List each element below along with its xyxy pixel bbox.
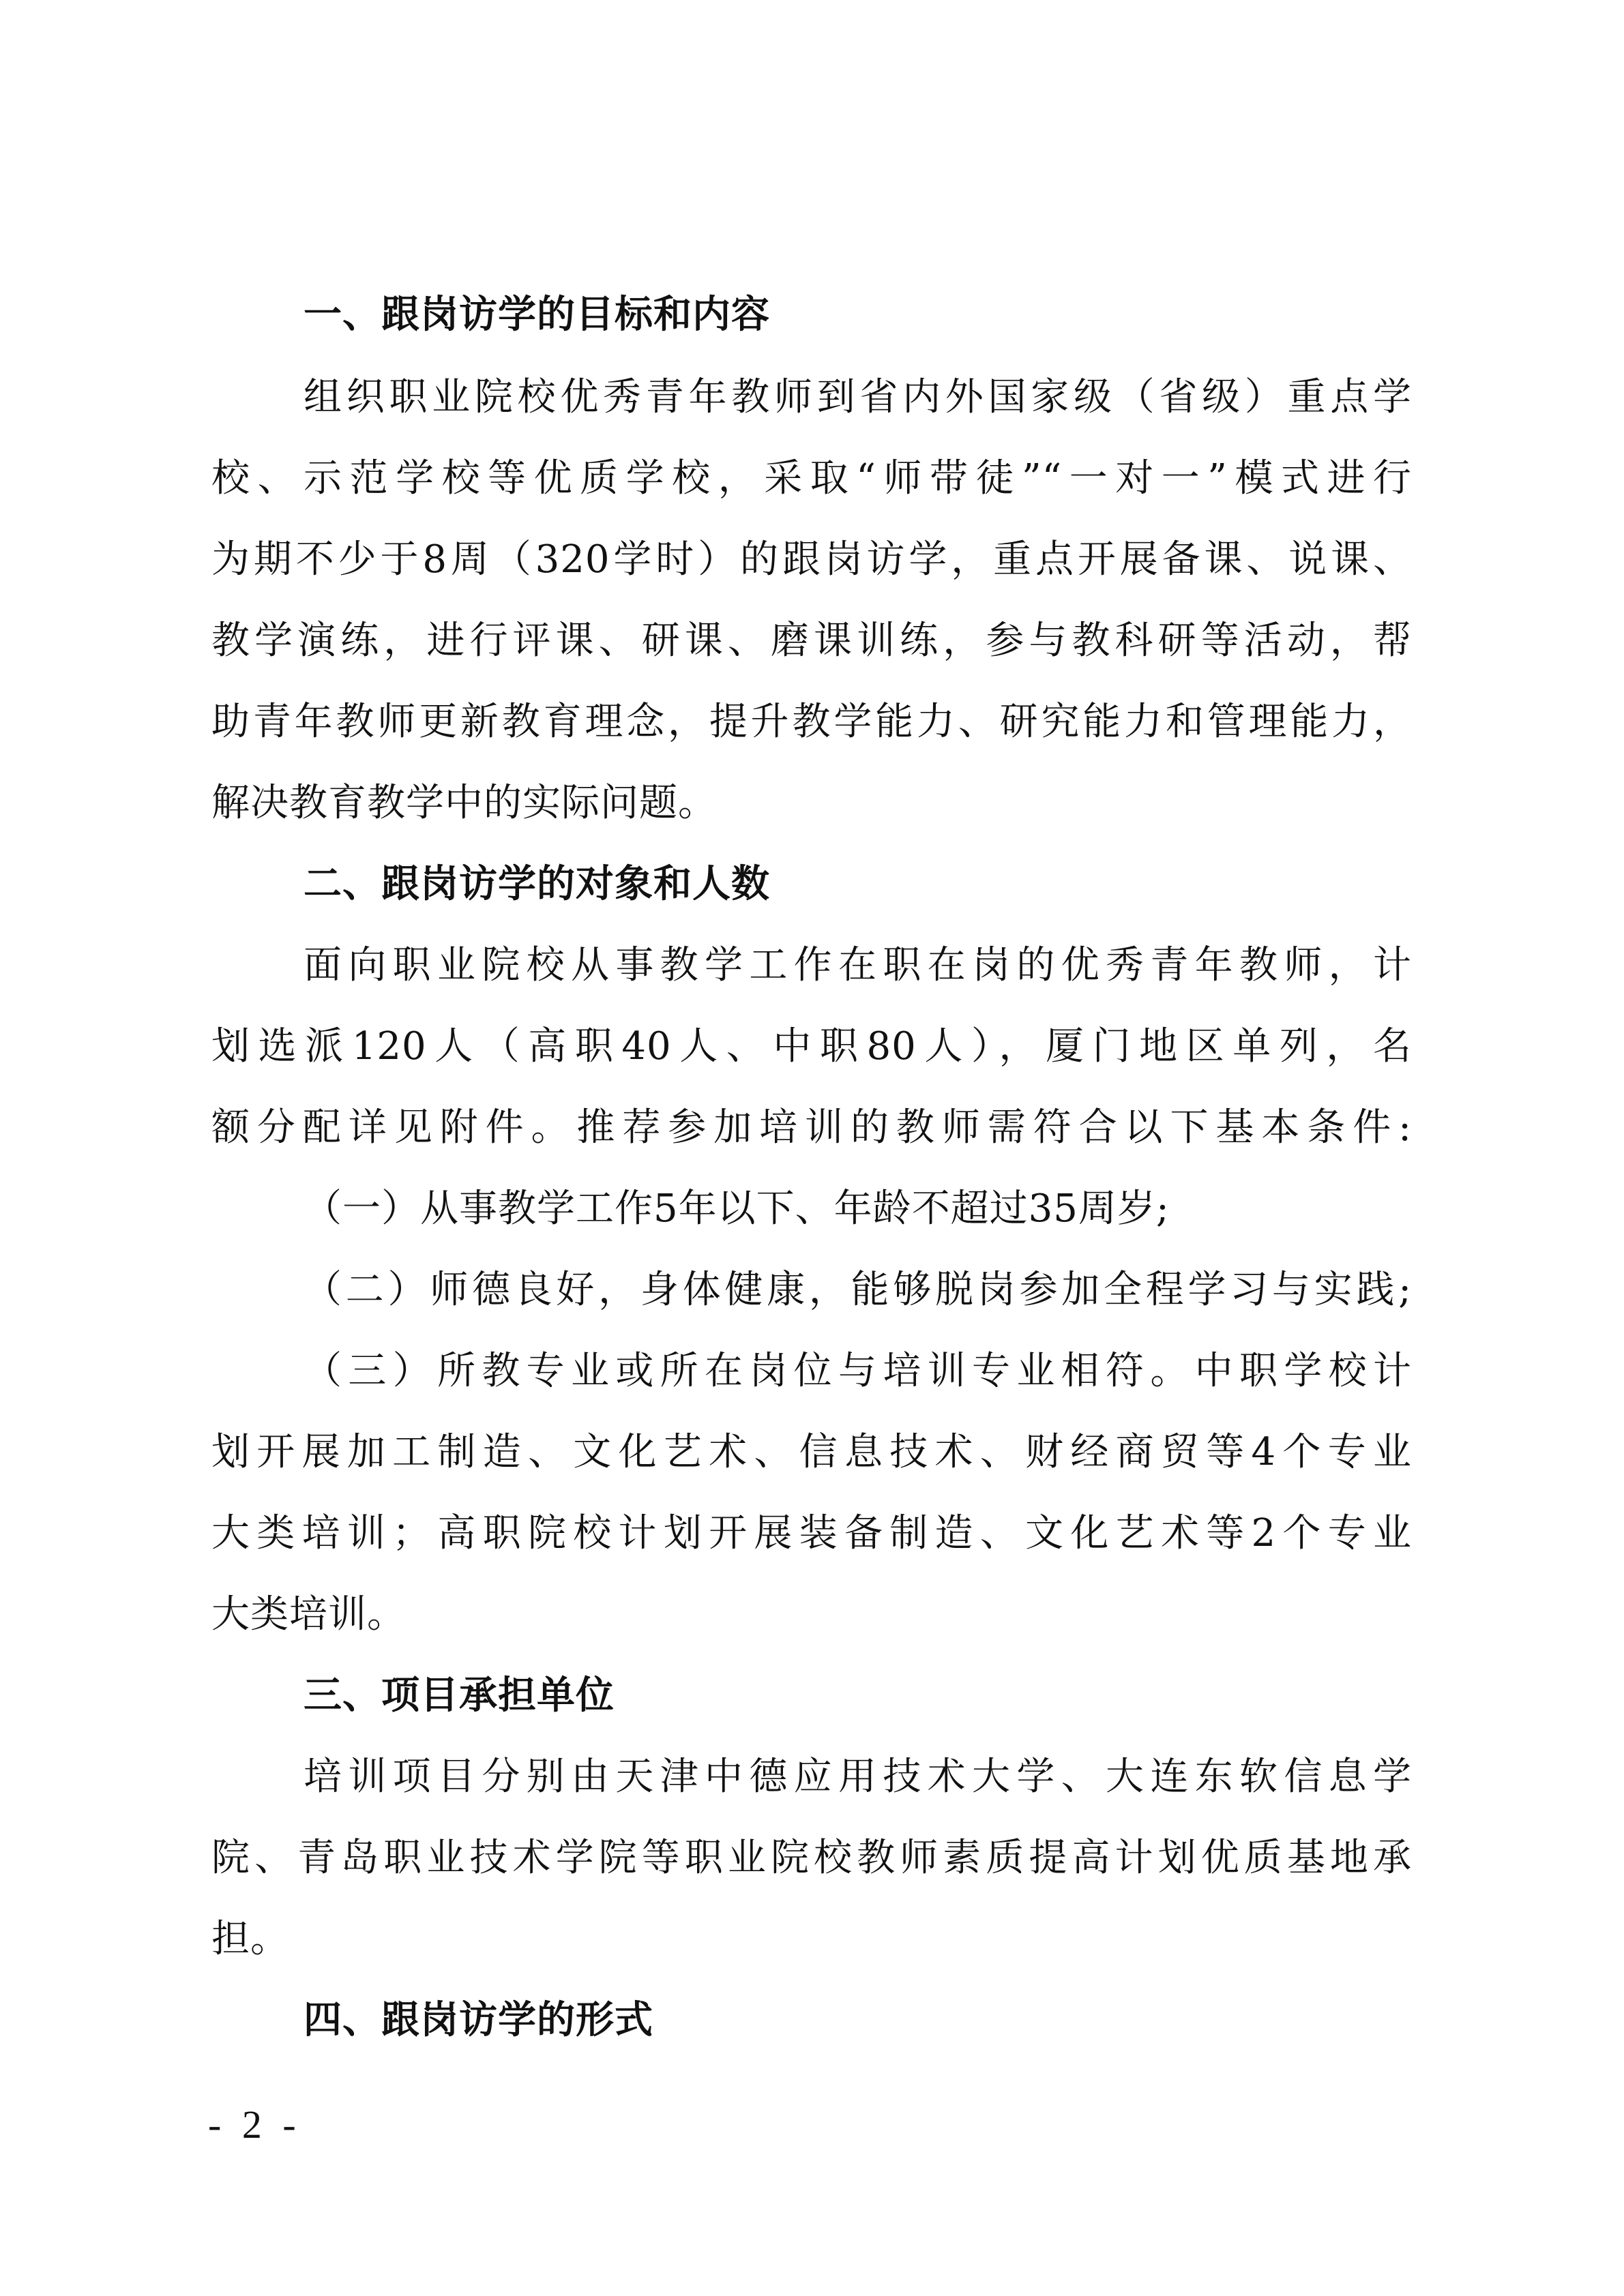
section2-line-7: 划开展加工制造、文化艺术、信息技术、财经商贸等4个专业 bbox=[211, 1430, 1412, 1474]
section3-heading: 三、项目承担单位 bbox=[304, 1673, 615, 1718]
section2-item-3: （三）所教专业或所在岗位与培训专业相符。中职学校计 bbox=[304, 1349, 1412, 1393]
section3-line-3: 担。 bbox=[211, 1917, 289, 1961]
section1-line-5: 助青年教师更新教育理念，提升教学能力、研究能力和管理能力， bbox=[211, 700, 1412, 744]
section2-line-3: 额分配详见附件。推荐参加培训的教师需符合以下基本条件: bbox=[211, 1105, 1412, 1150]
section1-line-4: 教学演练，进行评课、研课、磨课训练，参与教科研等活动，帮 bbox=[211, 618, 1412, 663]
section2-heading: 二、跟岗访学的对象和人数 bbox=[304, 862, 770, 906]
section1-line-1: 组织职业院校优秀青年教师到省内外国家级（省级）重点学 bbox=[304, 375, 1412, 419]
section1-line-3: 为期不少于8周（320学时）的跟岗访学，重点开展备课、说课、 bbox=[211, 537, 1412, 582]
page-number: - 2 - bbox=[208, 2102, 301, 2147]
section1-line-6: 解决教育教学中的实际问题。 bbox=[211, 781, 717, 825]
section3-line-1: 培训项目分别由天津中德应用技术大学、大连东软信息学 bbox=[304, 1755, 1412, 1799]
section2-item-2: （二）师德良好，身体健康，能够脱岗参加全程学习与实践; bbox=[304, 1268, 1412, 1312]
section2-item-1: （一）从事教学工作5年以下、年龄不超过35周岁; bbox=[304, 1187, 1170, 1231]
section2-line-2: 划选派120人（高职40人、中职80人），厦门地区单列，名 bbox=[211, 1024, 1412, 1069]
section1-line-2: 校、示范学校等优质学校，采取“师带徒”“一对一”模式进行 bbox=[211, 456, 1412, 501]
section2-line-1: 面向职业院校从事教学工作在职在岗的优秀青年教师，计 bbox=[304, 943, 1412, 987]
section4-heading: 四、跟岗访学的形式 bbox=[304, 1998, 653, 2042]
section2-line-8: 大类培训；高职院校计划开展装备制造、文化艺术等2个专业 bbox=[211, 1511, 1412, 1555]
section3-line-2: 院、青岛职业技术学院等职业院校教师素质提高计划优质基地承 bbox=[211, 1836, 1412, 1880]
section2-line-9: 大类培训。 bbox=[211, 1592, 406, 1637]
section1-heading: 一、跟岗访学的目标和内容 bbox=[304, 293, 770, 337]
